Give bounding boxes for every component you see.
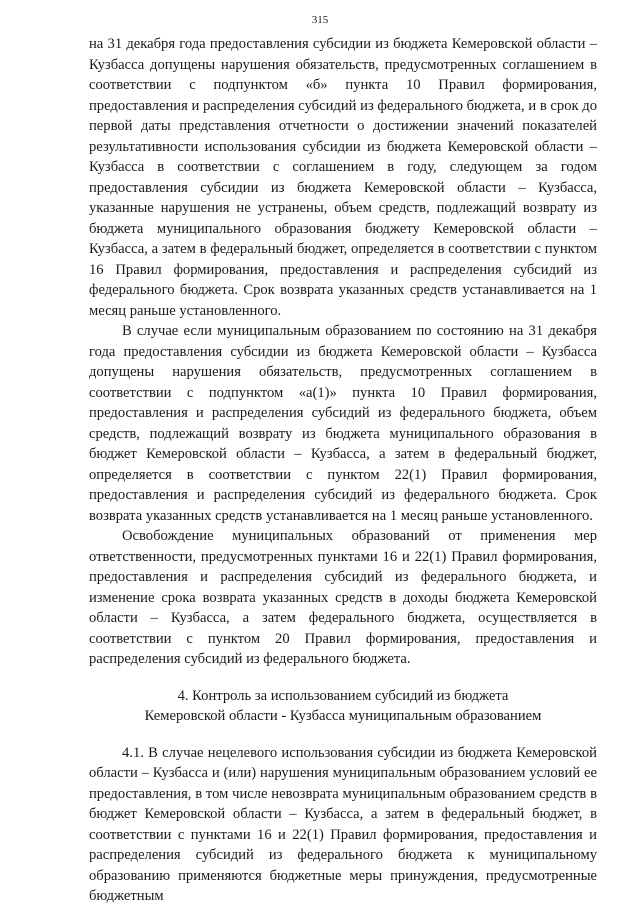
section-heading-line-2: Кемеровской области - Кузбасса муниципальным образованием	[144, 708, 542, 724]
section-heading	[89, 686, 597, 727]
section-heading-line-1: 4. Контроль за использованием субсидий из бюджета	[177, 687, 509, 704]
paragraph-continuation: на 31 декабря года предоставления субсидии из бюджета Кемеровской области – Кузбасса допущены нарушения обязательств, предусмотренных соглашением в соответствии с подпунктом «б» пункта 10 Правил формирования, предоставления и распределения субсидий из федерального бюджета, и в срок до первой даты представления отчетности о достижении значений показателей результативности использования субсидии из бюджета Кемеровской области – Кузбасса в соответствии с соглашением в году, следующем за годом предоставления субсидии из бюджета Кемеровской области – Кузбасса, указанные нарушения не устранены, объем средств, подлежащий возврату из бюджета муниципального образования бюджету Кемеровской области – Кузбасса, а затем в федеральный бюджет, определяется в соответствии с пунктом 16 Правил формирования, предоставления и распределения субсидий из федерального бюджета. Срок возврата указанных средств устанавливается на 1 месяц раньше установленного.	[89, 36, 597, 319]
paragraph-4-1: 4.1. В случае нецелевого использования субсидии из бюджета Кемеровской области – Кузбасса и (или) нарушения муниципальным образованием условий ее предоставления, в том числе невозврата муниципальным образованием средств в бюджет Кемеровской области – Кузбасса, а затем в федеральный бюджет, в соответствии с пунктами 16 и 22(1) Правил формирования, предоставления и распределения субсидий из федерального бюджета к муниципальному образованию применяются бюджетные меры принуждения, предусмотренные бюджетным	[89, 744, 597, 904]
paragraph-exemption: Освобождение муниципальных образований от применения мер ответственности, предусмотренных пунктами 16 и 22(1) Правил формирования, предоставления и распределения субсидий из федерального бюджета, и изменение срока возврата указанных средств в доходы бюджета Кемеровской области – Кузбасса, а затем федерального бюджета, осуществляется в соответствии с пунктом 20 Правил формирования, предоставления и распределения субсидий из федерального бюджета.	[89, 528, 597, 667]
page-number: 315	[311, 14, 329, 26]
paragraph-non-compliance-a1: В случае если муниципальным образованием по состоянию на 31 декабря года предоставления субсидии из бюджета Кемеровской области – Кузбасса допущены нарушения обязательств, предусмотренных соглашением в соответствии с подпунктом «а(1)» пункта 10 Правил формирования, предоставления и распределения субсидий из федерального бюджета, объем средств, подлежащий возврату из бюджета муниципального образования в бюджет Кемеровской области – Кузбасса, а затем в федеральный бюджет, определяется в соответствии с пунктом 22(1) Правил формирования, предоставления и распределения субсидий из федерального бюджета. Срок возврата указанных средств устанавливается на 1 месяц раньше установленного.	[89, 323, 597, 524]
document-body	[89, 34, 597, 907]
